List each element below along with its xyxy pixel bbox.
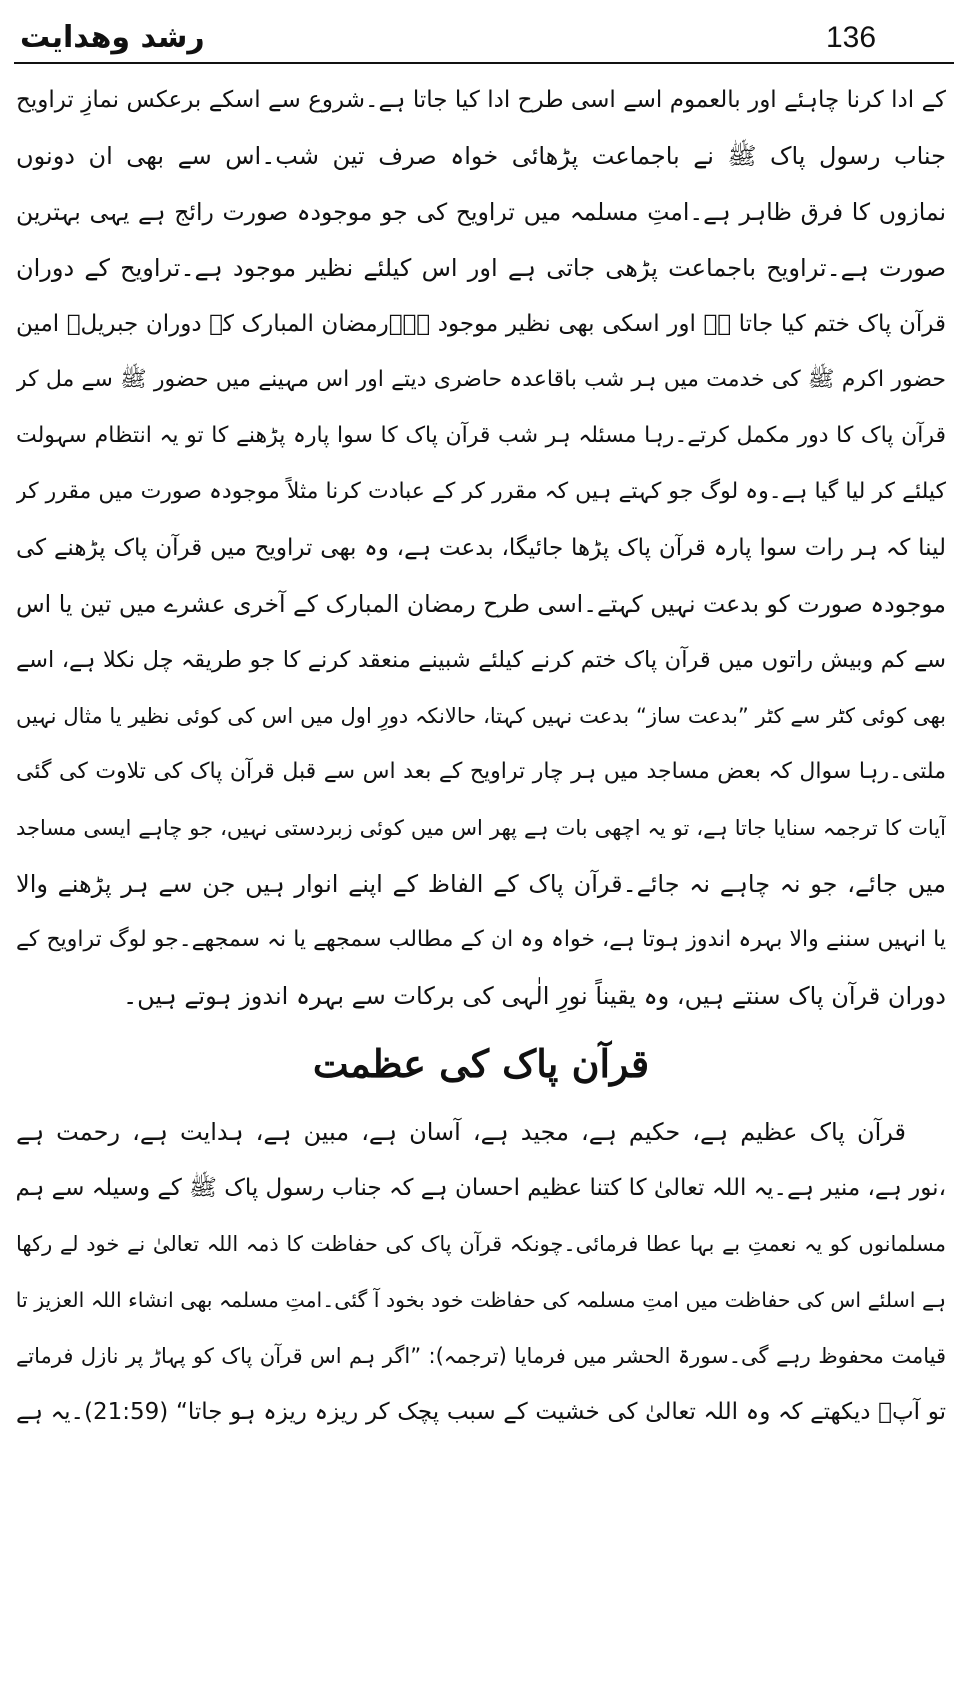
text-line: صورت ہے۔تراویح باجماعت پڑھی جاتی ہے اور اس کیلئے نظیر موجود ہے۔تراویح کے دوران: [16, 254, 946, 282]
text-line: لینا کہ ہر رات سوا پارہ قرآن پاک پڑھا جائیگا، بدعت ہے، وہ بھی تراویح میں قرآن پاک پڑھنے کی: [16, 535, 946, 561]
section-heading: قرآن پاک کی عظمت: [312, 1041, 650, 1086]
text-line: ہے اسلئے اس کی حفاظت میں امتِ مسلمہ کی حفاظت خود بخود آ گئی۔امتِ مسلمہ بھی انشاء اللہ العزیز تا: [16, 1288, 946, 1312]
running-title: رشد وهدایت: [20, 20, 205, 55]
text-line: ،نور ہے، منیر ہے۔یہ اللہ تعالیٰ کا کتنا عظیم احسان ہے کہ جناب رسول پاک ﷺ کے وسیلہ سے ہم: [16, 1175, 946, 1201]
text-line: قرآن پاک کا دور مکمل کرتے۔رہا مسئلہ ہر شب قرآن پاک کا سوا پارہ پڑھنے کا تو یہ انتظام سہولت: [16, 423, 946, 448]
paragraph-quran-greatness: [16, 1104, 946, 1440]
text-line: کے ادا کرنا چاہئے اور بالعموم اسے اسی طرح ادا کیا جاتا ہے۔شروع سے اسکے برعکس نمازِ تراویح: [16, 87, 946, 113]
text-line: جناب رسول پاک ﷺ نے باجماعت پڑھائی خواہ صرف تین شب۔اس سے بھی ان دونوں: [16, 142, 946, 170]
text-line: دوران قرآن پاک سنتے ہیں، وہ یقیناً نورِ الٰہی کی برکات سے بہرہ اندوز ہوتے ہیں۔: [123, 982, 946, 1010]
text-line: مسلمانوں کو یہ نعمتِ بے بہا عطا فرمائی۔چونکہ قرآن پاک کی حفاظت کا ذمہ اللہ تعالیٰ نے خود لے رکھا: [16, 1232, 946, 1256]
paragraph-tarawih: [16, 72, 946, 1024]
text-line: آیات کا ترجمہ سنایا جاتا ہے، تو یہ اچھی بات ہے پھر اس میں کوئی زبردستی نہیں، جو چاہے ایسی مساجد: [16, 816, 946, 840]
text-line: بھی کوئی کٹر سے کٹر ”بدعت ساز“ بدعت نہیں کہتا، حالانکہ دورِ اول میں اس کی کوئی نظیر یا مثال نہیں: [16, 704, 946, 728]
text-line: میں جائے، جو نہ چاہے نہ جائے۔قرآن پاک کے الفاظ کے اپنے انوار ہیں جن سے ہر پڑھنے والا: [16, 870, 946, 898]
text-line: یا انہیں سننے والا بہرہ اندوز ہوتا ہے، خواہ وہ ان کے مطالب سمجھے یا نہ سمجھے۔جو لوگ تراویح کے: [16, 927, 946, 952]
text-line: کیلئے کر لیا گیا ہے۔وہ لوگ جو کہتے ہیں کہ مقرر کر کے عبادت کرنا مثلاً موجودہ صورت میں مقرر کر: [16, 479, 946, 504]
text-line: سے کم وبیش راتوں میں قرآن پاک ختم کرنے کیلئے شبینے منعقد کرنے کا جو طریقہ چل نکلا ہے، اسے: [16, 647, 946, 673]
page-header: [14, 18, 954, 66]
page-number: 136: [826, 21, 877, 54]
text-line: قیامت محفوظ رہے گی۔سورۃ الحشر میں فرمایا (ترجمہ): ”اگر ہم اس قرآن پاک کو پہاڑ پر نازل فرماتے: [16, 1344, 946, 1368]
text-line: تو آپؐ دیکھتے کہ وہ اللہ تعالیٰ کی خشیت کے سبب پچک کر ریزہ ریزہ ہو جاتا“ (21:59)۔یہ ہے: [16, 1399, 946, 1425]
text-line: ملتی۔رہا سوال کہ بعض مساجد میں ہر چار تراویح کے بعد اس سے قبل قرآن پاک کی تلاوت کی گئی: [16, 759, 946, 784]
text-line: موجودہ صورت کو بدعت نہیں کہتے۔اسی طرح رمضان المبارک کے آخری عشرے میں تین یا اس: [16, 590, 946, 618]
header-divider: [14, 62, 954, 64]
body-text: [16, 72, 946, 1440]
text-line: قرآن پاک ختم کیا جاتا ہے اور اسکی بھی نظیر موجود ہے۔رمضان المبارک کے دوران جبریلؑ امین: [16, 311, 946, 337]
text-line: قرآن پاک عظیم ہے، حکیم ہے، مجید ہے، آسان ہے، مبین ہے، ہدایت ہے، رحمت ہے: [16, 1118, 906, 1146]
text-line: حضور اکرم ﷺ کی خدمت میں ہر شب باقاعدہ حاضری دیتے اور اس مہینے میں حضور ﷺ سے مل کر: [16, 367, 946, 392]
text-line: نمازوں کا فرق ظاہر ہے۔امتِ مسلمہ میں تراویح کی جو موجودہ صورت رائج ہے یہی بہترین: [16, 198, 946, 226]
